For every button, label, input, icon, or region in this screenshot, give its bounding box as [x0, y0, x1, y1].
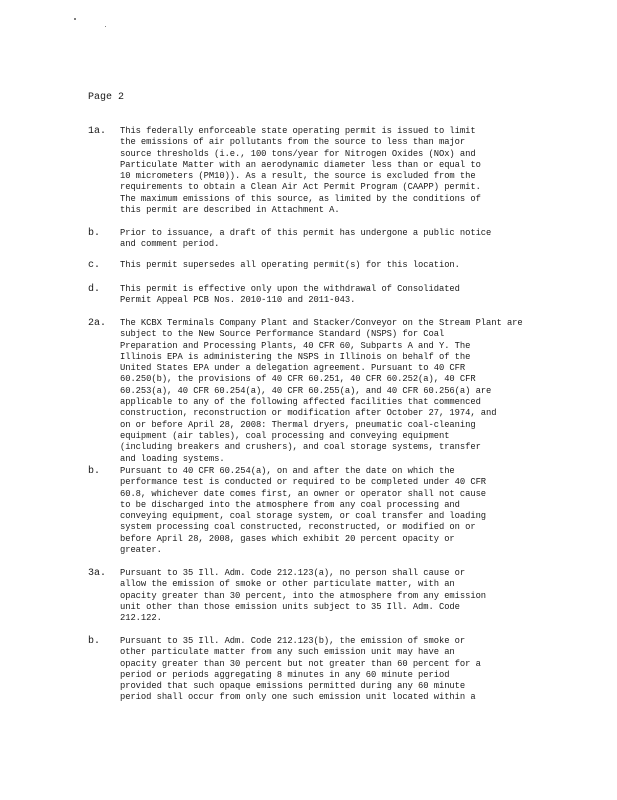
condition-text-line: and comment period.: [120, 239, 220, 250]
condition-1d: [88, 284, 528, 307]
condition-text-line: This permit supersedes all operating permit(s) for this location.: [120, 260, 460, 270]
condition-text-line: Preparation and Processing Plants, 40 CFR 60, Subparts A and Y. The: [120, 340, 471, 351]
condition-number: 2a.: [88, 318, 107, 329]
condition-text-line: unit other than those emission units subject to 35 Ill. Adm. Code: [120, 601, 460, 612]
condition-text-line: applicable to any of the following affected facilities that commenced: [120, 397, 481, 408]
condition-text-line: construction, reconstruction or modification after October 27, 1974, and: [120, 408, 497, 419]
condition-text-line: 60.8, whichever date comes first, an owner or operator shall not cause: [120, 488, 487, 499]
condition-1c: [88, 260, 528, 271]
condition-text-line: (including breakers and crushers), and coal storage systems, transfer: [120, 442, 481, 453]
condition-text-line: system processing coal constructed, reconstructed, or modified on or: [120, 522, 476, 533]
condition-text-line: Illinois EPA is administering the NSPS in Illinois on behalf of the: [120, 351, 471, 362]
condition-number: b.: [88, 466, 101, 477]
condition-number: 3a.: [88, 568, 107, 579]
condition-text-line: provided that such opaque emissions permitted during any 60 minute: [120, 681, 466, 692]
condition-text-line: other particulate matter from any such emission unit may have an: [120, 647, 455, 658]
condition-1b: [88, 228, 528, 251]
condition-text-line: greater.: [120, 545, 162, 556]
condition-text-line: Particulate Matter with an aerodynamic diameter less than or equal to: [120, 159, 481, 170]
condition-text-line: subject to the New Source Performance Standard (NSPS) for Coal: [120, 329, 445, 340]
condition-text-line: This federally enforceable state operating permit is issued to limit: [120, 126, 476, 136]
condition-text-line: before April 28, 2008, gases which exhibit 20 percent opacity or: [120, 533, 455, 544]
condition-text-line: 60.250(b), the provisions of 40 CFR 60.251, 40 CFR 60.252(a), 40 CFR: [120, 374, 476, 385]
condition-text-line: Pursuant to 40 CFR 60.254(a), on and after the date on which the: [120, 466, 455, 476]
condition-text-line: on or before April 28, 2008: Thermal dryers, pneumatic coal-cleaning: [120, 419, 476, 430]
condition-text-line: United States EPA under a delegation agreement. Pursuant to 40 CFR: [120, 363, 466, 374]
condition-text-line: Prior to issuance, a draft of this permit has undergone a public notice: [120, 228, 492, 238]
condition-text-line: Pursuant to 35 Ill. Adm. Code 212.123(b), the emission of smoke or: [120, 636, 466, 646]
condition-number: 1a.: [88, 126, 107, 137]
condition-text-line: 60.253(a), 40 CFR 60.254(a), 40 CFR 60.255(a), and 40 CFR 60.256(a) are: [120, 385, 492, 396]
page-number: Page 2: [88, 92, 125, 103]
condition-text-line: The maximum emissions of this source, as limited by the conditions of: [120, 193, 481, 204]
condition-text-line: The KCBX Terminals Company Plant and Stacker/Conveyor on the Stream Plant are: [120, 318, 523, 328]
scan-speck: [74, 18, 76, 20]
condition-text-line: the emissions of air pollutants from the source to less than major: [120, 137, 466, 148]
condition-text-line: Pursuant to 35 Ill. Adm. Code 212.123(a), no person shall cause or: [120, 568, 466, 578]
condition-text-line: conveying equipment, coal storage system, or coal transfer and loading: [120, 511, 487, 522]
condition-text-line: this permit are described in Attachment A.: [120, 205, 340, 216]
condition-text-line: requirements to obtain a Clean Air Act Permit Program (CAAPP) permit.: [120, 182, 481, 193]
condition-number: c.: [88, 260, 101, 271]
condition-text-line: opacity greater than 30 percent, into the atmosphere from any emission: [120, 590, 487, 601]
condition-text-line: allow the emission of smoke or other particulate matter, with an: [120, 579, 455, 590]
condition-text-line: This permit is effective only upon the withdrawal of Consolidated: [120, 284, 460, 294]
condition-1a: [88, 126, 528, 216]
condition-text-line: opacity greater than 30 percent but not greater than 60 percent for a: [120, 658, 481, 669]
condition-text-line: period or periods aggregating 8 minutes in any 60 minute period: [120, 669, 450, 680]
condition-2a: [88, 318, 528, 465]
condition-text-line: to be discharged into the atmosphere from any coal processing and: [120, 499, 460, 510]
condition-number: d.: [88, 284, 101, 295]
condition-3a: [88, 568, 528, 624]
condition-2b: [88, 466, 528, 556]
condition-text-line: Permit Appeal PCB Nos. 2010-110 and 2011-043.: [120, 295, 356, 306]
condition-text-line: period shall occur from only one such emission unit located within a: [120, 692, 476, 703]
condition-number: b.: [88, 636, 101, 647]
condition-number: b.: [88, 228, 101, 239]
condition-text-line: equipment (air tables), coal processing and conveying equipment: [120, 430, 450, 441]
condition-text-line: and loading systems.: [120, 453, 225, 464]
condition-text-line: 212.122.: [120, 613, 162, 624]
condition-text-line: source thresholds (i.e., 100 tons/year for Nitrogen Oxides (NOx) and: [120, 148, 476, 159]
condition-text-line: 10 micrometers (PM10)). As a result, the source is excluded from the: [120, 171, 476, 182]
condition-3b: [88, 636, 528, 704]
scan-speck: [105, 26, 106, 27]
condition-text-line: performance test is conducted or required to be completed under 40 CFR: [120, 477, 487, 488]
